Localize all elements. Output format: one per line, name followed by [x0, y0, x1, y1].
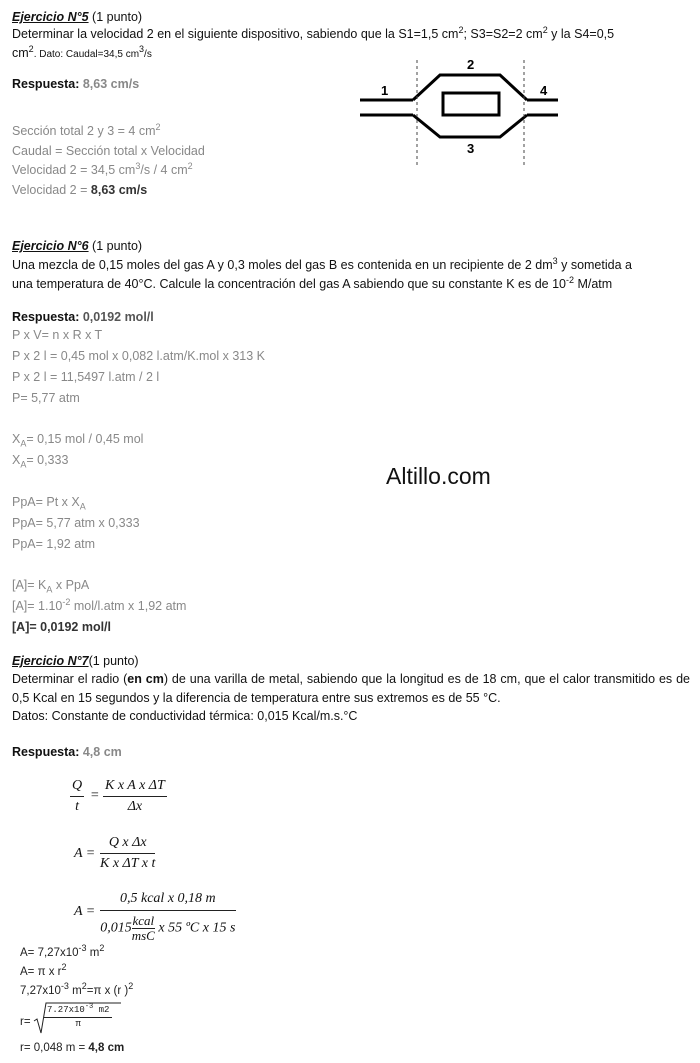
- eq1-lhs: [70, 778, 84, 815]
- ex6-step-11a: [A]= 1.10: [12, 599, 63, 613]
- eq1-lhs-den: t: [75, 799, 79, 814]
- ex5-work-4: [12, 182, 147, 198]
- ex7-answer: [12, 744, 122, 760]
- ex5-statement: Determinar la velocidad 2 en el siguiente dispositivo, sabiendo que la S1=1,5 $cm^2$; S3=S2=2 $cm^2$ y la S4=0,5: [12, 24, 615, 41]
- ex5-data-note-end: /s: [144, 49, 152, 60]
- ex7-radius-label: r=: [20, 1016, 31, 1028]
- diagram-label-1: 1: [381, 83, 389, 98]
- ex7-final-3: $7,27x10^{-3}$ $m^2=\pi$ x (r )$^2$: [20, 981, 134, 997]
- ex7-final-3a: 7,27x10: [20, 985, 61, 997]
- sqrt-frac: [44, 1005, 112, 1030]
- ex6-statement-1a: Una mezcla de 0,15 moles del gas A y 0,3 moles del gas B es contenida en un recipiente de 2 dm: [12, 258, 553, 272]
- ex6-step-1: P x V= n x R x T: [12, 328, 103, 342]
- ex6-step-6b: = 0,333: [26, 453, 69, 467]
- ex6-step-5: [12, 431, 143, 447]
- ex6-sub-a-4: A: [46, 584, 53, 595]
- ex5-answer-label: Respuesta:: [12, 77, 83, 91]
- ex5-work-1: Sección total 2 y 3 = 4 $cm^2$: [12, 121, 161, 138]
- ex6-points: (1 punto): [88, 239, 143, 253]
- ex5-work-4b: 8,63 cm/s: [90, 183, 148, 197]
- ex7-final-1: [20, 945, 104, 961]
- ex7-final-result: [20, 1040, 124, 1056]
- eq3-den-frac: [132, 914, 155, 943]
- eq1-den: Δx: [127, 799, 143, 814]
- ex5-answer: [12, 76, 139, 92]
- ex7-final-2a: A= π x r: [20, 966, 62, 978]
- eq3-den-frac-num: kcal: [132, 913, 155, 928]
- ex6-step-11b: mol/l.atm x 1,92 atm: [70, 599, 187, 613]
- ex6-step-5b: = 0,15 mol / 0,45 mol: [26, 432, 144, 446]
- ex6-step-8: PpA= 5,77 atm x 0,333: [12, 516, 140, 530]
- ex6-step-4: P= 5,77 atm: [12, 391, 80, 405]
- ex5-work-1-text: Sección total 2 y 3 = 4 cm: [12, 124, 156, 138]
- ex7-points: (1 punto): [88, 654, 139, 668]
- ex7-final-result-b: 4,8 cm: [88, 1042, 125, 1054]
- ex5-answer-value: 8,63 cm/s: [82, 77, 140, 91]
- ex5-work-2: Caudal = Sección total x Velocidad: [12, 144, 205, 158]
- diagram-label-4: 4: [540, 83, 548, 98]
- eq3-den-frac-den: msC: [131, 928, 155, 943]
- ex5-statement-a: Determinar la velocidad 2 en el siguiente dispositivo, sabiendo que la S1=1,5 cm: [12, 27, 459, 41]
- eq2-rhs: [100, 835, 155, 872]
- ex5-work-3a: Velocidad 2 = 34,5 cm: [12, 163, 136, 177]
- ex7-heading: [12, 653, 139, 669]
- ex7-title: Ejercicio N°7: [12, 654, 89, 668]
- ex5-points: (1 punto): [88, 10, 143, 24]
- ex5-work-3b: /s / 4 cm: [140, 163, 188, 177]
- eq3-den-a: 0,015: [100, 920, 132, 936]
- eq2-lhs: A =: [74, 846, 96, 861]
- pipe-2-branch: [413, 75, 527, 100]
- ex6-step-7a: PpA= Pt x X: [12, 495, 80, 509]
- sqrt-num: $7.27x10^{-3}$ m2: [44, 1005, 112, 1018]
- ex6-heading: [12, 238, 142, 254]
- ex6-sub-a-3: A: [79, 501, 86, 512]
- ex5-title: Ejercicio N°5: [12, 10, 89, 24]
- ex7-exp-2: 2: [99, 943, 105, 954]
- sqrt-num-a: 7.27x10: [47, 1005, 85, 1015]
- ex7-final-1b: m: [86, 947, 100, 959]
- ex5-statement-b: ; S3=S2=2 cm: [463, 27, 543, 41]
- ex7-final-3b: m: [68, 985, 82, 997]
- ex6-statement-2a: una temperatura de 40°C. Calcule la concentración del gas A sabiendo que su constante K es de 10: [12, 277, 566, 291]
- eq1-lhs-num: Q: [70, 778, 84, 797]
- eq3-lhs: A =: [74, 904, 96, 919]
- ex6-step-3: P x 2 l = 11,5497 l.atm / 2 l: [12, 370, 160, 384]
- ex5-work-4a: Velocidad 2 =: [12, 183, 91, 197]
- ex7-statement-2: ) de una varilla de metal, sabiendo que la longitud es de 18 cm, que el calor transmitido es de 0,5 Kcal en 15 segundos y la diferencia de temperatura entre sus extremos es de 55 °C.: [12, 672, 690, 705]
- ex6-step-5a: X: [12, 432, 21, 446]
- ex5-statement-2: $cm^2$. Dato: Caudal=34,5 $cm^3/s$: [12, 43, 152, 60]
- ex6-answer: [12, 309, 154, 325]
- ex6-step-6: [12, 452, 68, 468]
- eq3-num: 0,5 kcal x 0,18 m: [100, 891, 236, 911]
- ex5-statement-d: cm: [12, 46, 29, 60]
- ex6-statement-1: Una mezcla de 0,15 moles del gas A y 0,3 moles del gas B es contenida en un recipiente de 2 $dm^3$ y sometida a: [12, 255, 632, 272]
- ex6-step-12: [A]= 0,0192 mol/l: [12, 620, 111, 634]
- ex6-sub-a-2: A: [20, 459, 27, 470]
- ex7-final-result-a: r= 0,048 m =: [20, 1042, 89, 1054]
- eq3-den-b: x 55 ºC x 15 s: [154, 920, 236, 936]
- ex7-final-2: A= π x $r^2$: [20, 962, 67, 978]
- eq2-den: K x ΔT x t: [100, 856, 156, 871]
- eq1-equals: =: [90, 788, 100, 803]
- ex6-sub-a-1: A: [20, 438, 27, 449]
- pipe-diagram: [355, 55, 565, 167]
- ex6-step-11: [12, 598, 186, 614]
- ex6-step-2: P x 2 l = 0,45 mol x 0,082 l.atm/K.mol x 313 K: [12, 349, 266, 363]
- ex6-statement-2: [12, 276, 612, 292]
- ex7-statement-bold: en cm: [127, 672, 164, 686]
- watermark: Altillo.com: [386, 463, 491, 489]
- ex5-data-note: . Dato: Caudal=34,5 cm: [33, 49, 140, 60]
- ex6-answer-value: 0,0192 mol/l: [82, 310, 154, 324]
- ex5-heading: [12, 9, 142, 25]
- ex7-final-3c: =π x (r ): [86, 985, 129, 997]
- ex7-answer-value: 4,8 cm: [82, 745, 122, 759]
- ex6-step-7: [12, 494, 86, 510]
- ex6-statement-exp: -2: [565, 274, 574, 285]
- pipe-3-branch: [413, 115, 527, 137]
- ex7-answer-label: Respuesta:: [12, 745, 83, 759]
- ex6-statement-1b: y sometida a: [557, 258, 632, 272]
- ex6-step-10: [12, 577, 89, 593]
- ex6-step-9: PpA= 1,92 atm: [12, 537, 96, 551]
- sqrt-den: π: [75, 1019, 81, 1029]
- ex6-title: Ejercicio N°6: [12, 239, 89, 253]
- ex5-work-3: Velocidad 2 = 34,5 $cm^3/s / 4$ $cm^2$: [12, 160, 193, 177]
- diagram-label-3: 3: [467, 141, 475, 156]
- ex7-data: Datos: Constante de conductividad térmica: 0,015 Kcal/m.s.°C: [12, 709, 358, 723]
- ex6-step-6a: X: [12, 453, 21, 467]
- pipe-center-block: [443, 93, 499, 115]
- ex6-step-10a: [A]= K: [12, 578, 47, 592]
- ex6-exp: -2: [62, 596, 71, 607]
- ex7-final-1a: A= 7,27x10: [20, 947, 79, 959]
- eq1-num: K x A x ΔT: [103, 778, 167, 797]
- diagram-label-2: 2: [467, 57, 475, 72]
- ex6-answer-label: Respuesta:: [12, 310, 83, 324]
- eq2-num: Q x Δx: [100, 835, 155, 854]
- ex6-statement-2b: M/atm: [574, 277, 613, 291]
- eq1-rhs: [103, 778, 167, 815]
- ex6-step-10b: x PpA: [52, 578, 90, 592]
- ex7-statement: [12, 670, 690, 708]
- ex7-exp-1: -3: [78, 943, 87, 954]
- ex7-statement-1: Determinar el radio (: [12, 672, 128, 686]
- eq3-den: [100, 911, 236, 943]
- sqrt-num-b: m2: [93, 1005, 110, 1015]
- eq3-rhs: [100, 891, 236, 943]
- ex5-statement-c: y la S4=0,5: [547, 27, 615, 41]
